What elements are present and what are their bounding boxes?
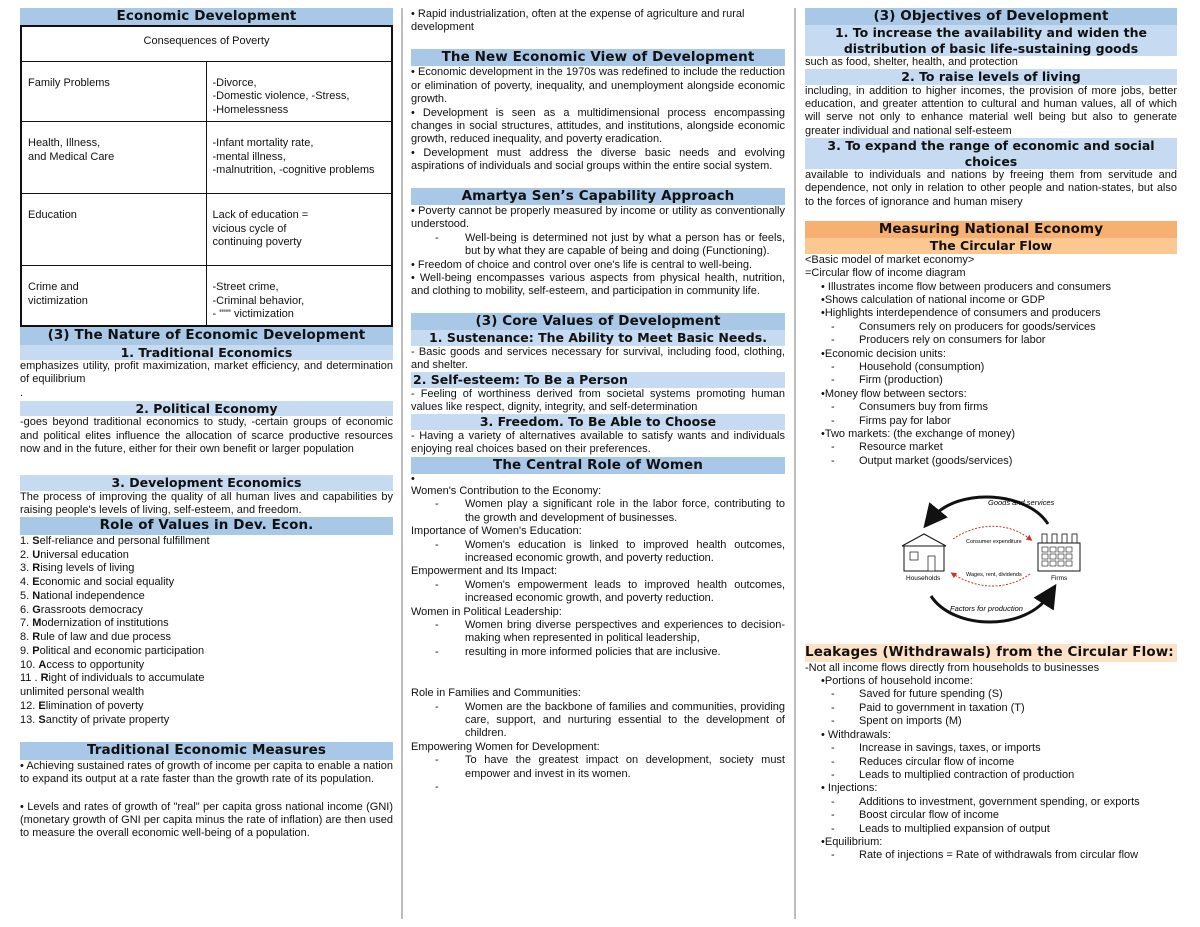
subsection-title: 1. To increase the availability and widen the distribution of basic life-sustaining goods (805, 25, 1177, 56)
leakages-list (805, 662, 1177, 863)
list-item: • Injections: (821, 782, 878, 795)
list-item: - (435, 781, 439, 794)
list-item: - To have the greatest impact on development, society must empower and invest in its women. (435, 754, 785, 780)
subsection-title: 2. To raise levels of living (805, 69, 1177, 84)
bullet: • (411, 472, 415, 485)
subheading: Role in Families and Communities: (411, 687, 581, 700)
list-item: 1. Self-reliance and personal fulfillment (20, 534, 210, 547)
list-item: - Rate of injections = Rate of withdrawals from circular flow (831, 849, 1139, 862)
section-title-new-view: The New Economic View of Development (411, 49, 785, 66)
list-item: 3. Rising levels of living (20, 562, 135, 575)
table-cell-label: Family Problems (21, 61, 206, 121)
list-item: - Women's education is linked to improved health outcomes, increased economic growth, and poverty reduction. (435, 538, 785, 564)
list-item: - Women's empowerment leads to improved health outcomes, increased economic growth, and poverty reduction. (435, 578, 785, 605)
circular-flow-diagram (898, 484, 1084, 634)
subsection-title: The Circular Flow (805, 238, 1177, 253)
list-item: - Resource market (831, 441, 943, 454)
households-label: Households (906, 575, 941, 583)
list-item: unlimited personal wealth (20, 686, 145, 699)
subsection-title: 1. Traditional Economics (20, 345, 393, 360)
list-item: - Increase in savings, taxes, or imports (831, 742, 1041, 755)
list-item: •Money flow between sectors: (821, 387, 967, 400)
section-title-sen: Amartya Sen’s Capability Approach (411, 188, 785, 205)
paragraph: such as food, shelter, health, and protection (805, 55, 1018, 68)
column-right (805, 8, 1177, 863)
list-item: - Producers rely on consumers for labor (831, 334, 1046, 347)
table-cell-label: Crime and victimization (21, 266, 206, 327)
column-middle (411, 8, 785, 795)
list-item: 2. Universal education (20, 548, 129, 561)
circular-flow-list (805, 254, 1177, 469)
list-item: • Illustrates income flow between producers and consumers (821, 280, 1111, 293)
paragraph: • Well-being encompasses various aspects from physical health, nutrition, and clothing to mobility, self-esteem, and participation in community life. (411, 272, 785, 298)
list-item: 13. Sanctity of private property (20, 713, 170, 726)
column-left (20, 8, 393, 841)
list-item: - Paid to government in taxation (T) (831, 701, 1025, 714)
table-cell-items: -Street crime, -Criminal behavior, - """ victimization (206, 266, 392, 327)
list-item: - Output market (goods/services) (831, 454, 1013, 467)
table-header-row (21, 26, 392, 61)
list-item: •Highlights interdependence of consumers and producers (821, 307, 1101, 320)
subsection-title: 3. Development Economics (20, 475, 393, 490)
wages-label: Wages, rent, dividends (966, 572, 1022, 579)
expenditure-label: Consumer expenditure (966, 539, 1022, 546)
list-item: 6. Grassroots democracy (20, 603, 143, 616)
list-item: - Boost circular flow of income (831, 809, 999, 822)
firms-label: Firms (1051, 575, 1068, 583)
table-cell-items: -Divorce, -Domestic violence, -Stress, -Homelessness (206, 61, 392, 121)
list-item: - Reduces circular flow of income (831, 755, 1015, 768)
subsection-title: 2. Self-esteem: To Be a Person (411, 372, 785, 387)
list-item: - Spent on imports (M) (831, 715, 962, 728)
subheading: Women in Political Leadership: (411, 605, 562, 618)
section-title-traditional-measures: Traditional Economic Measures (20, 742, 393, 759)
list-item: 9. Political and economic participation (20, 644, 205, 657)
table-row (21, 122, 392, 194)
table-cell-label: Education (21, 194, 206, 266)
section-title-women: The Central Role of Women (411, 457, 785, 474)
list-item: •Portions of household income: (821, 675, 973, 688)
paragraph: available to individuals and nations by freeing them from servitude and dependence, not only in relation to other people and nation-states, but also to the forces of ignorance and human misery (805, 168, 1177, 208)
table-row (21, 194, 392, 266)
paragraph: - Having a variety of alternatives available to satisfy wants and individuals enjoying real choices based on their preferences. (411, 429, 785, 456)
table-header-cell: Consequences of Poverty (21, 26, 392, 61)
subheading: Empowerment and Its Impact: (411, 565, 558, 578)
paragraph: • Achieving sustained rates of growth of income per capita to enable a nation to expand its output at a rate faster than the growth rate of its population. (20, 759, 393, 786)
list-item: - Firms pay for labor (831, 414, 951, 427)
paragraph: - Basic goods and services necessary for survival, including food, clothing, and shelter. (411, 345, 785, 371)
paragraph: • Rapid industrialization, often at the expense of agriculture and rural development (411, 8, 745, 34)
subheading: Empowering Women for Development: (411, 740, 600, 753)
list-item: - Well-being is determined not just by what a person has or feels, but by what they are capable of being and doing (Functioning). (435, 231, 785, 258)
list-item: 12. Elimination of poverty (20, 699, 144, 712)
list-item: 4. Economic and social equality (20, 576, 175, 589)
factors-label: Factors for production (950, 604, 1023, 614)
section-title-role-of-values: Role of Values in Dev. Econ. (20, 517, 393, 534)
section-title-nature: (3) The Nature of Economic Development (20, 327, 393, 344)
list-item: - Women bring diverse perspectives and experiences to decision-making when represented in political leadership, (435, 619, 785, 645)
list-item: - Consumers rely on producers for goods/services (831, 320, 1096, 333)
paragraph: • Development must address the diverse basic needs and evolving aspirations of individuals and social groups within the entire social system. (411, 146, 785, 173)
column-divider (794, 8, 796, 919)
expenditure-arrow (953, 526, 1030, 539)
list-item: 10. Access to opportunity (20, 658, 145, 671)
values-list (20, 535, 393, 728)
list-item: - Consumers buy from firms (831, 401, 988, 414)
list-item: - Saved for future spending (S) (831, 688, 1003, 701)
section-title-objectives: (3) Objectives of Development (805, 8, 1177, 25)
section-title-core-values: (3) Core Values of Development (411, 313, 785, 330)
paragraph: The process of improving the quality of all human lives and capabilities by raising people's levels of living, self-esteem, and freedom. (20, 490, 393, 516)
list-item: •Two markets: (the exchange of money) (821, 427, 1015, 440)
section-title-economic-development: Economic Development (20, 8, 393, 25)
subheading: Women's Contribution to the Economy: (411, 484, 602, 497)
list-item: • Withdrawals: (821, 728, 891, 741)
list-item: - Women play a significant role in the labor force, contributing to the growth and development of businesses. (435, 498, 785, 524)
firm-icon (1038, 534, 1080, 571)
list-item: 5. National independence (20, 589, 145, 602)
list-item: -Not all income flows directly from households to businesses (805, 661, 1100, 674)
section-title-measuring: Measuring National Economy (805, 221, 1177, 238)
paragraph: • Levels and rates of growth of "real" per capita gross national income (GNI) (monetary growth of GNI per capita minus the rate of inflation) are then used to measure the overall economic well-being of a population. (20, 800, 393, 840)
paragraph: -goes beyond traditional economics to study, -certain groups of economic and political elites influence the allocation of scarce productive resources now and in the future, either for their own benefit or larger population (20, 416, 393, 455)
subheading: Importance of Women's Education: (411, 525, 582, 538)
paragraph: • Economic development in the 1970s was redefined to include the reduction or elimination of poverty, inequality, and unemployment alongside economic growth. (411, 66, 785, 106)
subsection-title: 3. Freedom. To Be Able to Choose (411, 414, 785, 429)
paragraph: • Development is seen as a multidimensional process encompassing changes in social structures, attitudes, and institutions, alongside economic growth, reduced inequality, and poverty eradication. (411, 106, 785, 146)
list-item: •Shows calculation of national income or GDP (821, 293, 1045, 306)
household-icon (902, 534, 946, 571)
table-cell-items: -Infant mortality rate, -mental illness, -malnutrition, -cognitive problems (206, 122, 392, 194)
table-cell-items: Lack of education = vicious cycle of continuing poverty (206, 194, 392, 266)
list-item: - Additions to investment, government spending, or exports (831, 795, 1140, 808)
list-item: <Basic model of market economy> (805, 253, 975, 266)
subsection-title: 1. Sustenance: The Ability to Meet Basic Needs. (411, 330, 785, 345)
list-item: - resulting in more informed policies that are inclusive. (435, 645, 721, 658)
list-item: - Leads to multiplied expansion of output (831, 822, 1050, 835)
list-item: - Firm (production) (831, 374, 943, 387)
table-row (21, 266, 392, 327)
section-title-leakages: Leakages (Withdrawals) from the Circular Flow: (805, 644, 1177, 661)
paragraph: . (20, 386, 24, 399)
paragraph: including, in addition to higher incomes, the provision of more jobs, better education, and greater attention to cultural and human values, all of which will serve not only to enhance material well being but also to generate greater individual and national self-esteem (805, 84, 1177, 137)
column-divider (401, 8, 403, 919)
poverty-consequences-table (20, 25, 393, 327)
list-item: •Economic decision units: (821, 347, 946, 360)
list-item: 8. Rule of law and due process (20, 631, 172, 644)
subsection-title: 2. Political Economy (20, 401, 393, 416)
subsection-title: 3. To expand the range of economic and social choices (805, 138, 1177, 169)
list-item: •Equilibrium: (821, 835, 883, 848)
list-item: - Leads to multiplied contraction of production (831, 768, 1075, 781)
list-item: 11 . Right of individuals to accumulate (20, 672, 205, 685)
paragraph: - Feeling of worthiness derived from societal systems promoting human values like respect, dignity, integrity, and self-determination (411, 387, 785, 414)
paragraph: • Poverty cannot be properly measured by income or utility as conventionally understood. (411, 205, 785, 231)
paragraph: • Freedom of choice and control over one's life is central to well-being. (411, 258, 753, 271)
list-item: 7. Modernization of institutions (20, 617, 169, 630)
list-item: - Household (consumption) (831, 360, 985, 373)
paragraph: emphasizes utility, profit maximization, market efficiency, and determination of equilibrium (20, 360, 393, 386)
list-item: =Circular flow of income diagram (805, 267, 966, 280)
goods-label: Goods and services (988, 498, 1055, 508)
table-row (21, 61, 392, 121)
list-item: - Women are the backbone of families and communities, providing care, support, and nurturing essential to the development of children. (435, 700, 785, 740)
table-cell-label: Health, Illness, and Medical Care (21, 122, 206, 194)
